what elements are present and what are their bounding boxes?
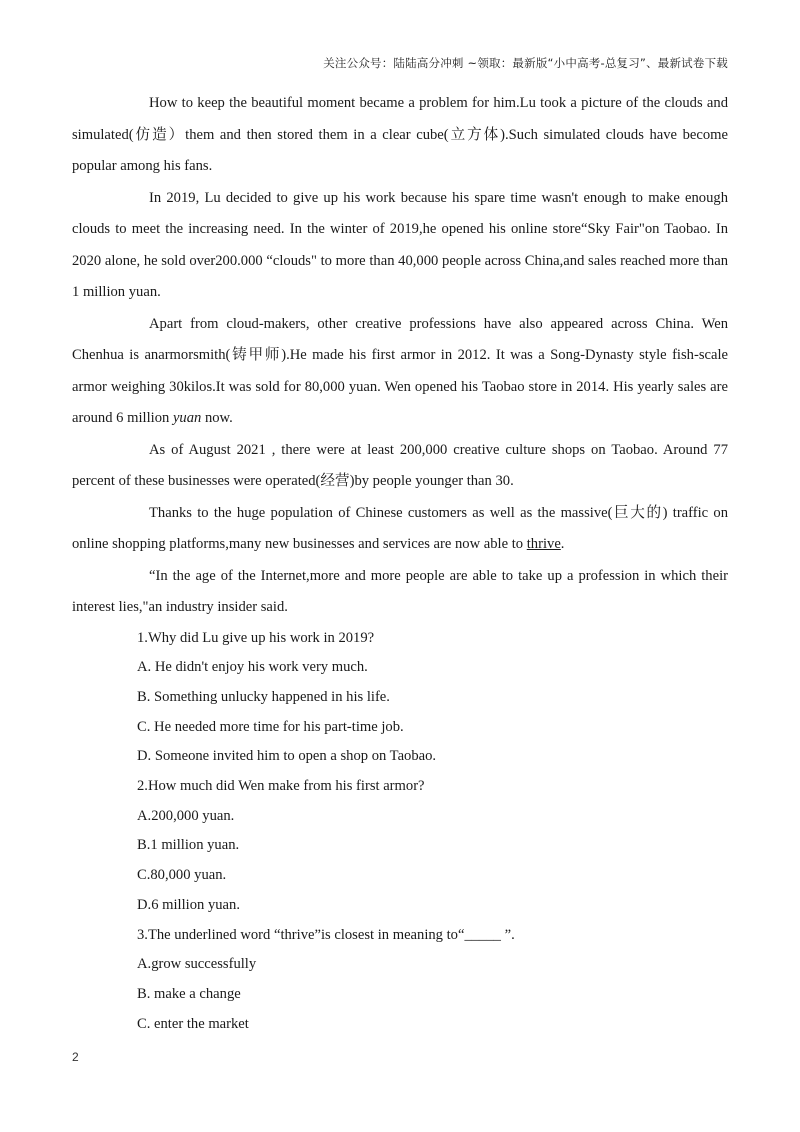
question-2-option-c: C.80,000 yuan. (137, 867, 227, 884)
question-1-option-d: D. Someone invited him to open a shop on Taobao. (137, 748, 437, 765)
paragraph-3 (72, 309, 728, 435)
question-2-option-a: A.200,000 yuan. (137, 807, 235, 824)
question-1-option-b: B. Something unlucky happened in his life. (137, 688, 390, 705)
question-1-option-a: A. He didn't enjoy his work very much. (137, 659, 368, 676)
question-1-stem: 1.Why did Lu give up his work in 2019? (137, 629, 375, 646)
question-3-stem: 3.The underlined word “thrive”is closest in meaning to“_____ ”. (137, 926, 515, 943)
question-3-option-b: B. make a change (137, 985, 241, 1002)
paragraph-5 (72, 498, 728, 561)
question-list (72, 624, 728, 1040)
paragraph-6: “In the age of the Internet,more and more people are able to take up a profession in which their interest lies,"an industry insider said. (72, 567, 728, 615)
paragraph-1: How to keep the beautiful moment became a problem for him.Lu took a picture of the clouds and simulated(仿造）them and then stored them in a clear cube(立方体).Such simulated clouds have become popular among his fans. (72, 95, 728, 174)
underlined-word-thrive: thrive (526, 536, 561, 552)
header-promo-note: 关注公众号：陆陆高分冲刺 ~领取：最新版“小中高考-总复习”、最新试卷下载 (323, 56, 728, 70)
question-2-option-b: B.1 million yuan. (137, 837, 240, 854)
paragraph-2: In 2019, Lu decided to give up his work because his spare time wasn't enough to make enough clouds to meet the increasing need. In the winter of 2019,he opened his online store“Sky Fair"on Taobao. In 2020 alone, he sold over200.000 “clouds" to more than 40,000 people across China,and sales reached more than 1 million yuan. (72, 189, 728, 300)
question-3-option-a: A.grow successfully (137, 956, 257, 973)
paragraph-4: As of August 2021 , there were at least 200,000 creative culture shops on Taobao. Around 77 percent of these businesses were operated(经营)by people younger than 30. (72, 441, 728, 489)
paragraph-3-end: now. (201, 410, 233, 426)
question-3-option-c: C. enter the market (137, 1015, 249, 1032)
italic-yuan: yuan (172, 410, 202, 426)
question-2-option-d: D.6 million yuan. (137, 896, 240, 913)
page-number: 2 (72, 1050, 79, 1064)
question-2-stem: 2.How much did Wen make from his first armor? (137, 778, 425, 795)
paragraph-5-end: . (560, 536, 565, 552)
question-1-option-c: C. He needed more time for his part-time job. (137, 718, 404, 735)
paragraph-5-text: Thanks to the huge population of Chinese customers as well as the massive(巨大的) traffic on online shopping platforms,many new businesses and services are now able to (72, 504, 728, 552)
article-body (72, 88, 728, 1039)
paragraph-3-text: Apart from cloud-makers, other creative professions have also appeared across China. Wen Chenhua is anarmorsmith(铸甲师).He made his first armor in 2012. It was a Song-Dynasty style fish-scale armor weighing 30kilos.It was sold for 80,000 yuan. Wen opened his Taobao store in 2014. His yearly sales are around 6 million (72, 315, 728, 426)
